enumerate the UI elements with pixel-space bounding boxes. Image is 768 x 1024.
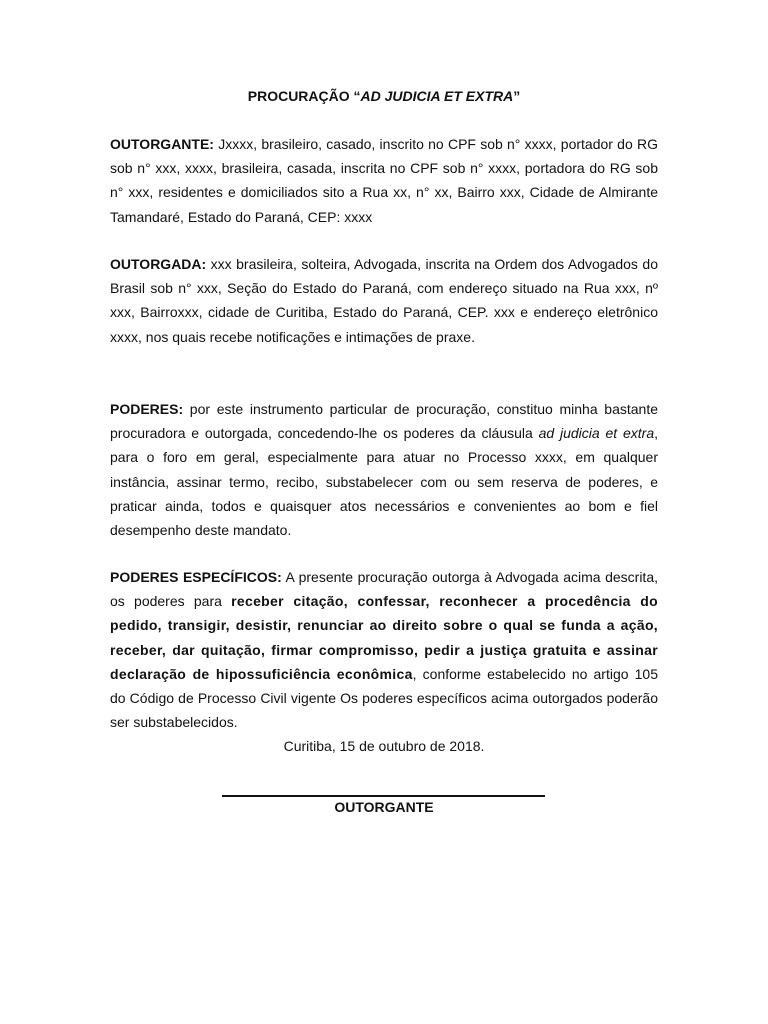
outorgada-paragraph xyxy=(110,252,658,349)
outorgante-paragraph xyxy=(110,132,658,229)
outorgada-label: OUTORGADA: xyxy=(110,256,207,272)
poderes-especificos-text-2: , conforme estabelecido no artigo 105 do Código de Processo Civil vigente Os poderes específicos acima outorgados poderão ser substabelecidos. xyxy=(110,665,659,731)
outorgada-text: xxx brasileira, solteira, Advogada, inscrita na Ordem dos Advogados do Brasil sob n° xxx, Seção do Estado do Paraná, com endereço situado na Rua xxx, nº xxx, Bairroxxx, cidade de Curitiba, Estado do Paraná, CEP. xxx e endereço eletrônico xxxx, nos quais recebe notificações e intimações de praxe. xyxy=(110,256,658,345)
poderes-text-2: , para o foro em geral, especialmente para atuar no Processo xxxx, em qualquer instância, assinar termo, recibo, substabelecer com ou sem reserva de poderes, e praticar ainda, todos e quaisquer atos necessários e convenientes ao bom e fiel desempenho deste mandato. xyxy=(110,425,658,539)
outorgante-text: Jxxxx, brasileiro, casado, inscrito no CPF sob n° xxxx, portador do RG sob n° xxx, xxxx, brasileira, casada, inscrita no CPF sob n° xxxx, portadora do RG sob n° xxx, residentes e domiciliados sito a Rua xx, n° xx, Bairro xxx, Cidade de Almirante Tamandaré, Estado do Paraná, CEP: xxxx xyxy=(110,136,658,225)
document-title xyxy=(0,86,768,106)
title-italic: AD JUDICIA ET EXTRA xyxy=(360,88,514,104)
poderes-italic: ad judicia et extra xyxy=(538,425,655,442)
poderes-text-1: por este instrumento particular de procuração, constituo minha bastante procuradora e outorgada, concedendo-lhe os poderes da cláusula xyxy=(110,401,658,442)
signature-line xyxy=(222,795,545,797)
document-date: Curitiba, 15 de outubro de 2018. xyxy=(283,738,485,754)
poderes-especificos-label: PODERES ESPECÍFICOS: xyxy=(110,569,282,585)
poderes-especificos-text-1: A presente procuração outorga à Advogada acima descrita, os poderes para xyxy=(110,569,658,610)
outorgante-label: OUTORGANTE: xyxy=(110,136,214,152)
title-suffix: ” xyxy=(513,88,521,104)
title-prefix: PROCURAÇÃO “ xyxy=(247,88,361,104)
poderes-label: PODERES: xyxy=(110,401,184,417)
poderes-especificos-bold: receber citação, confessar, reconhecer a procedência do pedido, transigir, desistir, renunciar ao direito sobre o qual se funda a ação, receber, dar quitação, firmar compromisso, pedir a justiça gratuita e assinar declaração de hipossuficiência econômica xyxy=(110,593,658,682)
signature-label: OUTORGANTE xyxy=(334,799,434,815)
poderes-paragraph xyxy=(110,397,658,542)
poderes-especificos-paragraph xyxy=(110,565,658,734)
